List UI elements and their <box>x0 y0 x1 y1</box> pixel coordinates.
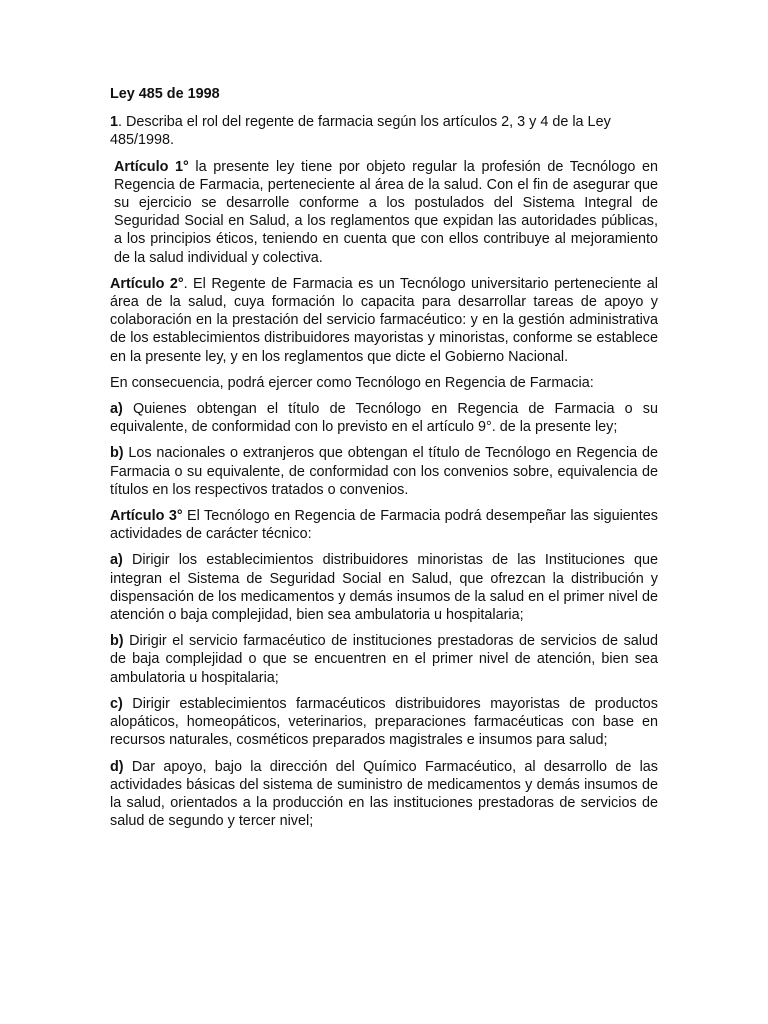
articulo-3-item-a <box>110 551 658 624</box>
item-label: c) <box>110 695 123 712</box>
item-text: Dirigir establecimientos farmacéuticos distribuidores mayoristas de productos alopáticos, homeopáticos, veterinarios, preparaciones farmacéuticas con base en recursos naturales, cosméticos preparados magistrales e insumos para salud; <box>110 695 658 749</box>
articulo-1-text: la presente ley tiene por objeto regular la profesión de Tecnólogo en Regencia de Farmacia, perteneciente al área de la salud. Con el fin de asegurar que su ejercicio se desarrolle conforme a los postulados del Sistema Integral de Seguridad Social en Salud, a los reglamentos que expidan las autoridades públicas, a los principios éticos, teniendo en cuenta que con ellos contribuye al mejoramiento de la salud individual y colectiva. <box>114 158 658 266</box>
articulo-2-item-a <box>110 400 658 436</box>
articulo-2-label: Artículo 2° <box>110 275 184 292</box>
articulo-2-item-b <box>110 444 658 499</box>
consecuencia-text: En consecuencia, podrá ejercer como Tecnólogo en Regencia de Farmacia: <box>110 374 594 391</box>
articulo-1 <box>110 158 658 267</box>
item-text: Dirigir los establecimientos distribuidores minoristas de las Instituciones que integran el Sistema de Seguridad Social en Salud, que ofrezcan la distribución y dispensación de los medicamentos y demás insumos de la salud en el primer nivel de atención o baja complejidad, bien sea ambulatoria u hospitalaria; <box>110 552 658 624</box>
articulo-2-text: . El Regente de Farmacia es un Tecnólogo universitario perteneciente al área de la salud, cuya formación lo capacita para desarrollar tareas de apoyo y colaboración en la prestación del servicio farmacéutico: y en la gestión administrativa de los establecimientos distribuidores mayoristas y minoristas, conforme se establece en la presente ley, y en los reglamentos que dicte el Gobierno Nacional. <box>110 275 658 365</box>
item-text: Los nacionales o extranjeros que obtengan el título de Tecnólogo en Regencia de Farmacia o su equivalente, de conformidad con los convenios sobre, equivalencia de títulos en los respectivos tratados o convenios. <box>110 445 658 498</box>
item-text: Quienes obtengan el título de Tecnólogo en Regencia de Farmacia o su equivalente, de conformidad con lo previsto en el artículo 9°. de la presente ley; <box>110 401 658 436</box>
articulo-1-label: Artículo 1° <box>114 158 189 175</box>
document-title: Ley 485 de 1998 <box>110 86 220 102</box>
item-label: d) <box>110 758 124 775</box>
item-label: a) <box>110 552 123 569</box>
question-number: 1 <box>110 114 119 131</box>
question-text: . Describa el rol del regente de farmacia según los artículos 2, 3 y 4 de la Ley 485/1998. <box>110 114 611 149</box>
item-text: Dirigir el servicio farmacéutico de instituciones prestadoras de servicios de salud de baja complejidad o que se encuentren en el primer nivel de atención, bien sea ambulatoria u hospitalaria; <box>110 633 658 686</box>
articulo-2 <box>110 275 658 366</box>
articulo-3-text: El Tecnólogo en Regencia de Farmacia podrá desempeñar las siguientes actividades de carácter técnico: <box>110 508 658 543</box>
item-text: Dar apoyo, bajo la dirección del Químico Farmacéutico, al desarrollo de las actividades básicas del sistema de suministro de medicamentos y demás insumos de la salud, orientados a la producción en las instituciones prestadoras de servicios de salud de segundo y tercer nivel; <box>110 758 658 830</box>
articulo-3-item-d <box>110 758 658 831</box>
articulo-3 <box>110 507 658 543</box>
articulo-3-item-b <box>110 632 658 687</box>
item-label: b) <box>110 633 124 650</box>
articulo-3-item-c <box>110 695 658 750</box>
item-label: a) <box>110 401 123 418</box>
articulo-3-label: Artículo 3° <box>110 508 183 525</box>
item-label: b) <box>110 445 124 462</box>
document-page <box>110 85 658 838</box>
question-1 <box>110 113 658 149</box>
